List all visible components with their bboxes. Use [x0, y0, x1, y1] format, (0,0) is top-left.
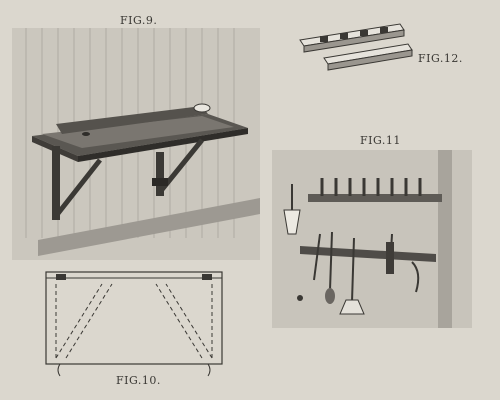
fig10-illustration — [42, 266, 228, 378]
fig10-caption: FIG.10. — [116, 374, 161, 387]
fig12-caption: FIG.12. — [418, 52, 463, 65]
fig9-illustration — [12, 28, 260, 260]
fig11-illustration — [272, 150, 472, 328]
fig12-illustration — [296, 20, 420, 72]
fig9-caption: FIG.9. — [120, 14, 158, 27]
fig11-caption: FIG.11 — [360, 134, 401, 147]
